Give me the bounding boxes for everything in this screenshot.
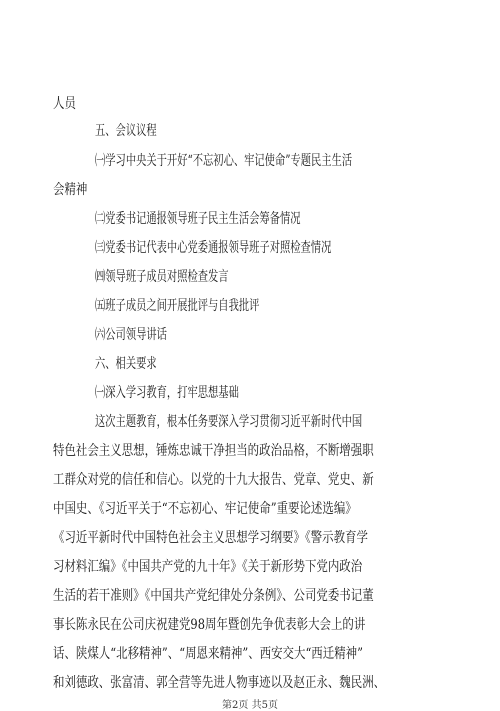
agenda-item: ㈥公司领导讲话: [95, 327, 167, 343]
agenda-item: ㈡党委书记通报领导班子民主生活会筹备情况: [95, 211, 301, 227]
section-heading: 六、相关要求: [95, 356, 157, 372]
page-footer: 第2页 共5页: [222, 700, 278, 711]
paragraph-line: 话、陕煤人“北移精神”、“周恩来精神”、西安交大“西迁精神”: [53, 646, 363, 662]
paragraph-line: 事长陈永民在公司庆祝建党98周年暨创先争优表彰大会上的讲: [53, 617, 366, 633]
paragraph-line: 工群众对党的信任和信心。以党的十九大报告、党章、党史、新: [53, 472, 374, 488]
agenda-item: ㈣领导班子成员对照检查发言: [95, 269, 229, 285]
section-heading: 五、会议议程: [95, 123, 157, 139]
subsection-heading: ㈠深入学习教育，打牢思想基础: [95, 385, 239, 401]
paragraph-line: 生活的若干准则》《中国共产党纪律处分条例》、公司党委书记董: [53, 588, 374, 604]
agenda-item: ㈠学习中央关于开好“不忘初心、牢记使命”专题民主生活: [95, 153, 353, 169]
paragraph-line: 《习近平新时代中国特色社会主义思想学习纲要》《警示教育学: [53, 530, 368, 546]
text-line: 会精神: [53, 182, 88, 198]
agenda-item: ㈤班子成员之间开展批评与自我批评: [95, 298, 260, 314]
paragraph-line: 特色社会主义思想，锤炼忠诚干净担当的政治品格，不断增强职: [53, 443, 374, 459]
paragraph-line: 习材料汇编》《中国共产党的九十年》《关于新形势下党内政治: [53, 559, 363, 575]
paragraph-line: 这次主题教育，根本任务要深入学习贯彻习近平新时代中国: [95, 414, 363, 430]
text-line: 人员: [53, 96, 76, 112]
agenda-item: ㈢党委书记代表中心党委通报领导班子对照检查情况: [95, 240, 332, 256]
paragraph-line: 中国史、《习近平关于“不忘初心、牢记使命”重要论述选编》: [53, 501, 357, 517]
paragraph-line: 和刘德政、张富清、郭全营等先进人物事迹以及赵正永、魏民洲、: [53, 675, 386, 691]
